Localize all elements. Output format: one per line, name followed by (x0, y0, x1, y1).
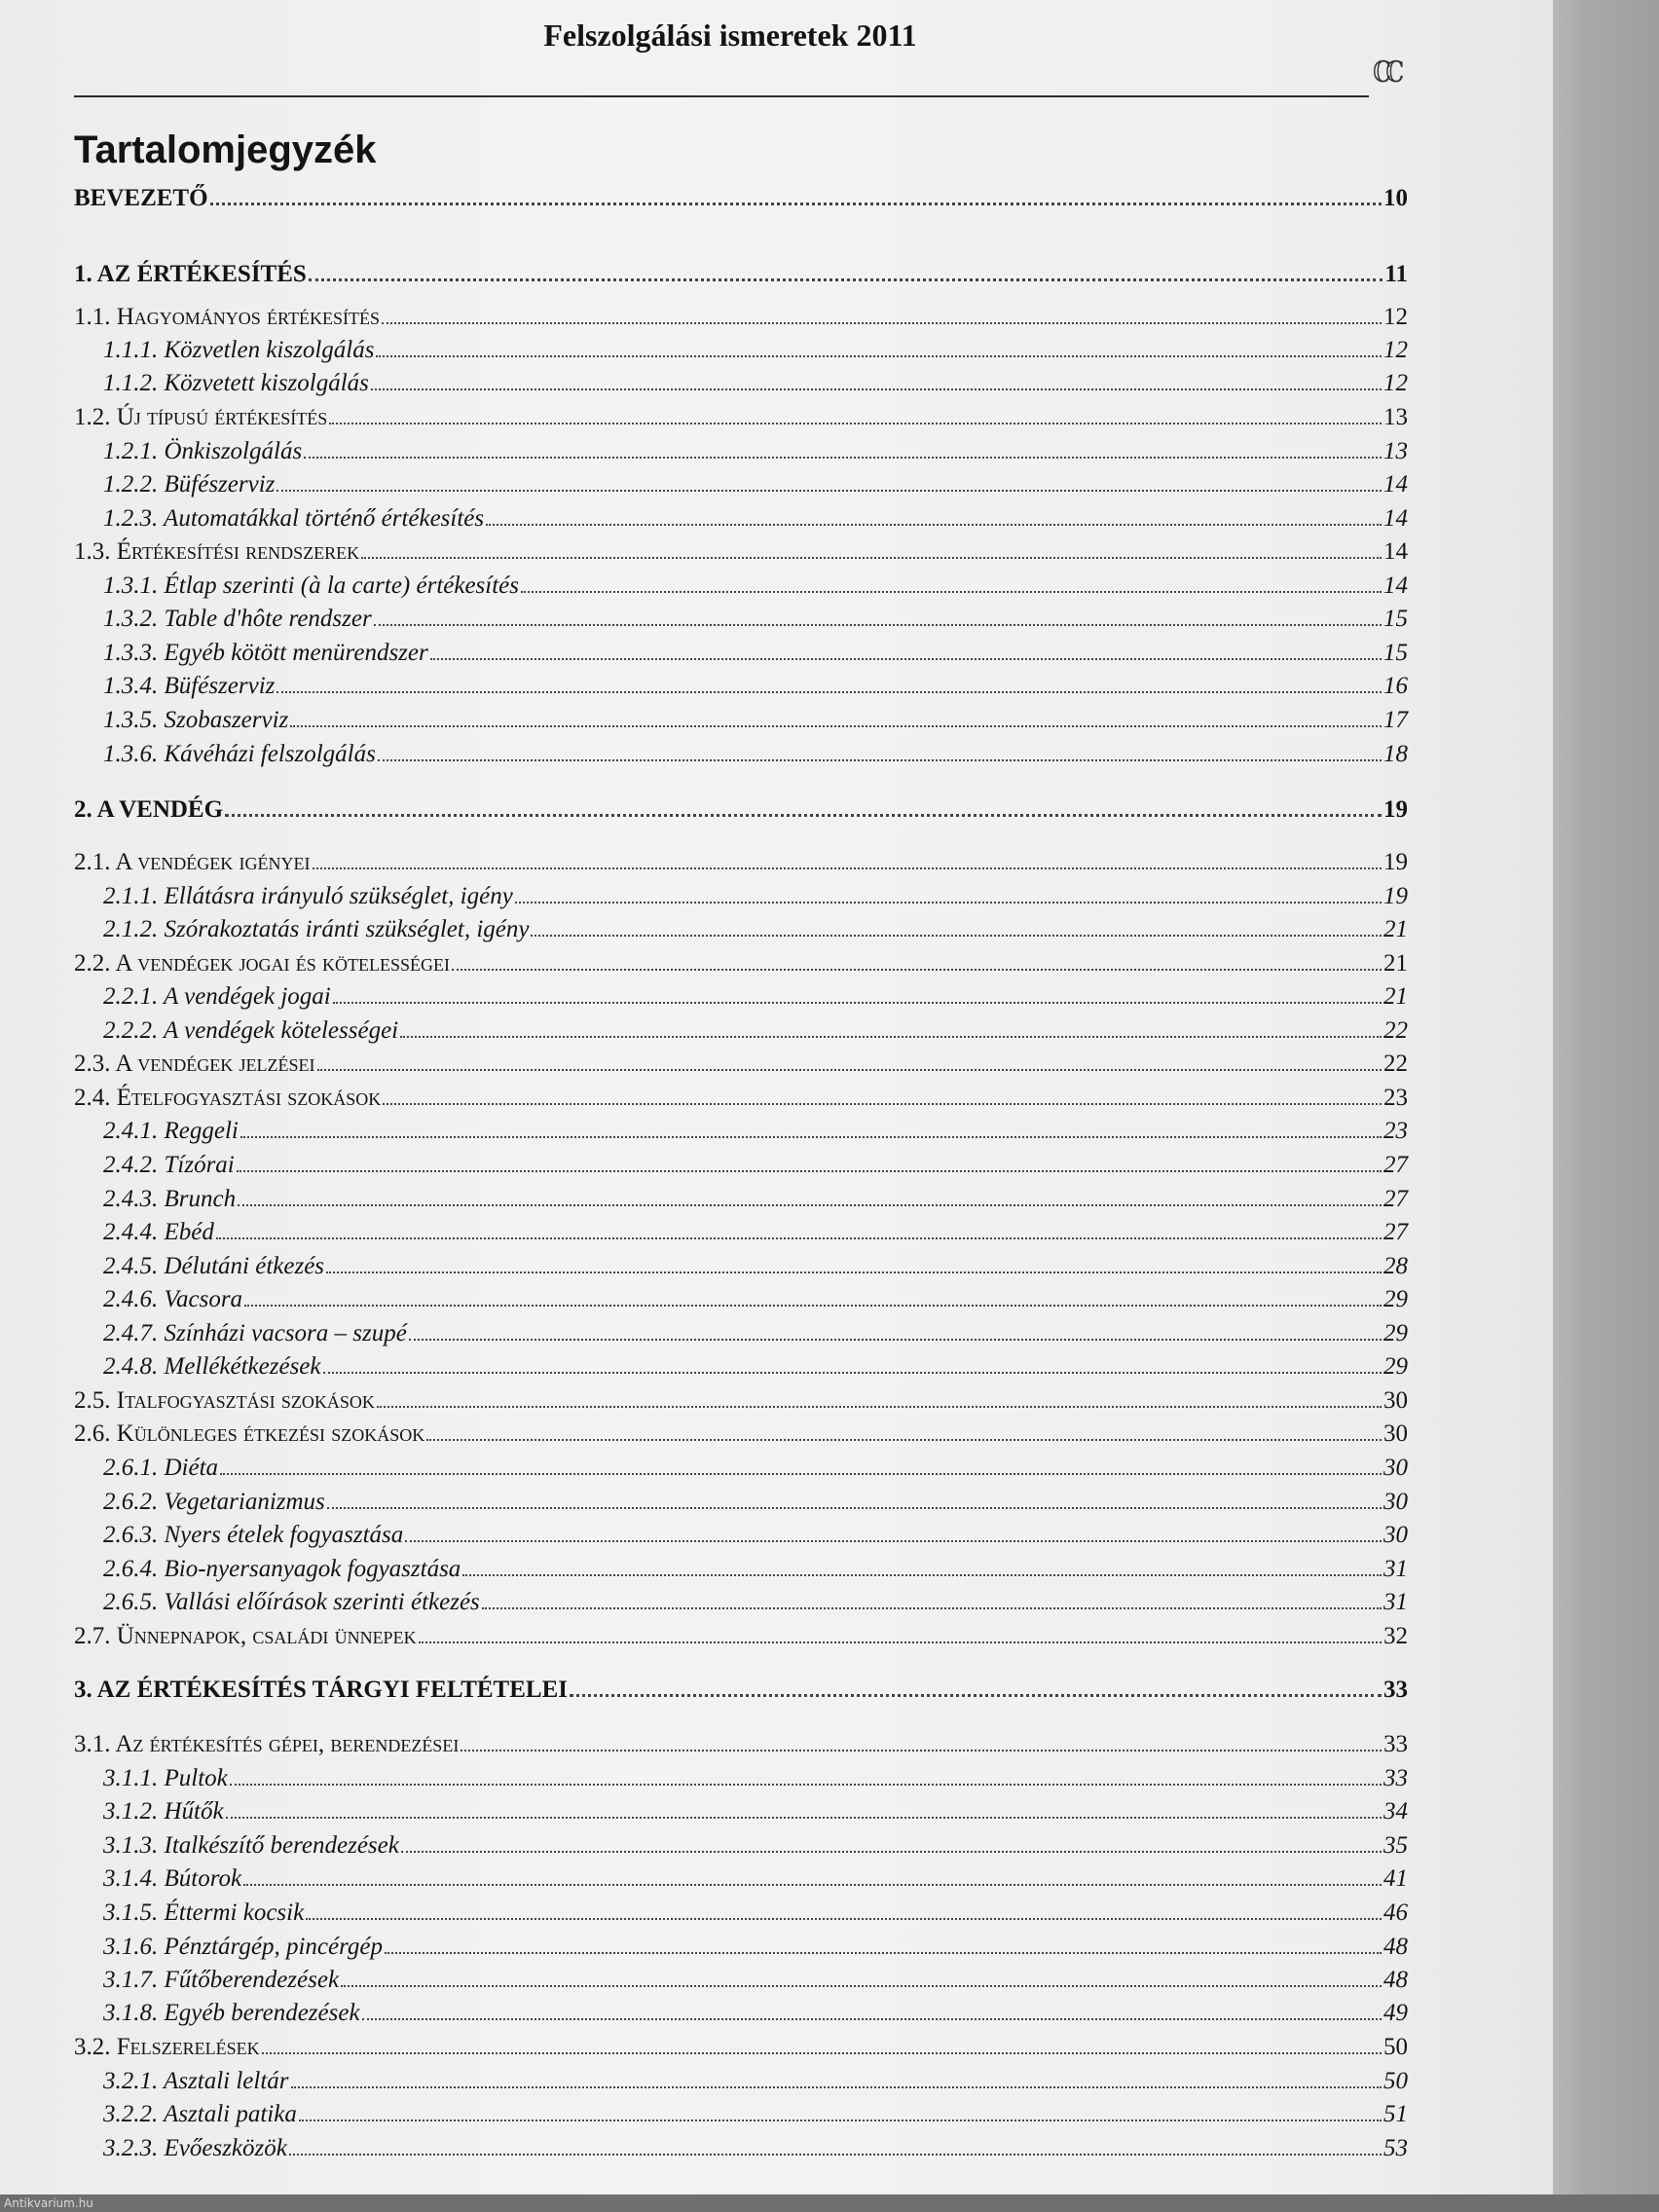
toc-entry-title: 2.4.6. Vacsora (103, 1286, 243, 1312)
toc-page-number: 10 (1383, 185, 1408, 211)
toc-page-number: 11 (1384, 261, 1408, 287)
dot-leader (243, 1884, 1382, 1886)
dot-leader (230, 1784, 1382, 1786)
toc-entry-title: 2. A VENDÉG (74, 796, 224, 823)
toc-entry-title: 3.1.2. Hűtők (103, 1798, 224, 1825)
toc-page-number: 29 (1383, 1286, 1408, 1312)
toc-section (74, 538, 1408, 566)
dot-leader (333, 1002, 1382, 1004)
toc-subsection (103, 337, 1408, 364)
dot-leader (220, 1473, 1382, 1475)
dot-leader (240, 1136, 1382, 1138)
toc-page-number: 30 (1383, 1489, 1408, 1515)
toc-page-number: 46 (1383, 1899, 1408, 1926)
toc-page-number: 12 (1383, 337, 1408, 363)
dot-leader (317, 1069, 1382, 1071)
toc-entry-title: 2.1.1. Ellátásra irányuló szükséglet, igény (103, 883, 513, 909)
toc-subsection (103, 1899, 1408, 1927)
bottom-strip (0, 2194, 1659, 2212)
toc-page-number: 35 (1383, 1832, 1408, 1859)
toc-page-number: 34 (1383, 1798, 1408, 1825)
toc-entry-title: 3.1.7. Fűtőberendezések (103, 1967, 340, 1993)
toc-entry-title: 2.2. A vendégek jogai és kötelességei (74, 950, 451, 977)
toc-entry-title: 1.3. Értékesítési rendszerek (74, 538, 360, 565)
toc-entry-title: 2.6.4. Bio-nyersanyagok fogyasztása (103, 1556, 461, 1582)
dot-leader (378, 759, 1382, 761)
dot-leader (521, 591, 1382, 593)
toc-page-number: 21 (1383, 916, 1408, 942)
dot-leader (382, 322, 1382, 324)
dot-leader (362, 2018, 1382, 2020)
toc-page-number: 13 (1383, 438, 1408, 464)
dot-leader (426, 1439, 1382, 1441)
toc-subsection (103, 1118, 1408, 1145)
dot-leader (405, 1540, 1382, 1542)
toc-heading: Tartalomjegyzék (74, 129, 377, 171)
toc-subsection (103, 2101, 1408, 2128)
toc-entry-title: 2.3. A vendégek jelzései (74, 1051, 315, 1077)
toc-entry-title: 1.2. Új típusú értékesítés (74, 404, 328, 430)
toc-subsection (103, 1455, 1408, 1482)
toc-entry-title: 3.1.4. Bútorok (103, 1865, 242, 1892)
running-header-title: Felszolgálási ismeretek 2011 (543, 18, 917, 53)
toc-entry-title: 3.2.3. Evőeszközök (103, 2135, 287, 2161)
dot-leader (377, 1406, 1382, 1408)
dot-leader (238, 1204, 1382, 1206)
toc-subsection (103, 438, 1408, 465)
dot-leader (452, 969, 1382, 971)
toc-chapter (74, 261, 1408, 288)
toc-entry-title: 2.4.7. Színházi vacsora – szupé (103, 1320, 407, 1346)
toc-page-number: 29 (1383, 1353, 1408, 1380)
dot-leader (225, 814, 1382, 817)
dot-leader (323, 1372, 1382, 1374)
dot-leader (291, 2086, 1382, 2088)
toc-entry-title: 2.6.5. Vallási előírások szerinti étkezés (103, 1589, 480, 1615)
toc-page-number: 30 (1383, 1522, 1408, 1548)
toc-entry-title: 3.1. Az értékesítés gépei, berendezései (74, 1731, 460, 1757)
dot-leader (371, 388, 1382, 390)
toc-subsection (103, 1489, 1408, 1516)
dot-leader (419, 1641, 1382, 1643)
dot-leader (290, 725, 1382, 727)
toc-subsection (103, 1353, 1408, 1381)
toc-entry-title: 3. AZ ÉRTÉKESÍTÉS TÁRGYI FELTÉTELEI (74, 1677, 568, 1703)
toc-subsection (103, 1017, 1408, 1045)
toc-entry-title: 1.3.5. Szobaszerviz (103, 707, 289, 733)
toc-entry-title: 1.2.2. Büfészerviz (103, 471, 276, 498)
toc-subsection (103, 883, 1408, 910)
toc-section (74, 2034, 1408, 2061)
toc-subsection (103, 1320, 1408, 1347)
toc-entry-title: 2.4.1. Reggeli (103, 1118, 239, 1144)
toc-entry-title: 2.4. Ételfogyasztási szokások (74, 1085, 382, 1111)
publisher-logo-icon: ℂℂ (1373, 55, 1399, 90)
dot-leader (401, 1851, 1382, 1853)
toc-page-number: 14 (1383, 538, 1408, 565)
toc-entry-title: 1.3.3. Egyéb kötött menürendszer (103, 640, 428, 666)
toc-page-number: 33 (1383, 1731, 1408, 1757)
toc-page-number: 48 (1383, 1967, 1408, 1993)
toc-chapter (74, 1677, 1408, 1704)
toc-page-number: 32 (1383, 1623, 1408, 1649)
dot-leader (299, 2120, 1382, 2121)
dot-leader (306, 1918, 1382, 1920)
dot-leader (531, 935, 1382, 937)
toc-entry-title: 1.1.1. Közvetlen kiszolgálás (103, 337, 375, 363)
dot-leader (329, 423, 1382, 424)
toc-page-number: 33 (1383, 1677, 1408, 1703)
toc-entry-title: 2.7. Ünnepnapok, családi ünnepek (74, 1623, 417, 1649)
toc-page-number: 12 (1383, 304, 1408, 330)
toc-page-number: 22 (1383, 1051, 1408, 1077)
toc-entry-title: 1.2.1. Önkiszolgálás (103, 438, 303, 464)
toc-entry-title: 2.6.1. Diéta (103, 1455, 219, 1481)
toc-subsection (103, 1832, 1408, 1860)
dot-leader (226, 1817, 1382, 1819)
toc-entry-title: 2.4.3. Brunch (103, 1186, 237, 1212)
toc-page-number: 21 (1383, 983, 1408, 1010)
toc-page-number: 41 (1383, 1865, 1408, 1892)
toc-entry-title: 3.2.2. Asztali patika (103, 2101, 297, 2127)
toc-page-number: 31 (1383, 1589, 1408, 1615)
dot-leader (385, 1952, 1382, 1954)
toc-page-number: 15 (1383, 606, 1408, 632)
toc-page-number: 14 (1383, 471, 1408, 498)
toc-entry-title: 2.4.4. Ebéd (103, 1219, 214, 1245)
toc-page-number: 17 (1383, 707, 1408, 733)
dot-leader (309, 278, 1383, 281)
watermark: Antikvarium.hu (4, 2196, 93, 2210)
toc-entry-title: 2.6. Különleges étkezési szokások (74, 1420, 425, 1447)
toc-entry-title: 2.2.2. A vendégek kötelességei (103, 1017, 399, 1044)
toc-subsection (103, 606, 1408, 633)
dot-leader (210, 203, 1382, 205)
toc-page-number: 50 (1383, 2034, 1408, 2060)
dot-leader (262, 2052, 1382, 2054)
toc-entry-title: 3.1.3. Italkészítő berendezések (103, 1832, 399, 1859)
toc-subsection (103, 1765, 1408, 1792)
toc-subsection (103, 916, 1408, 943)
toc-section (74, 404, 1408, 431)
toc-subsection (103, 1556, 1408, 1583)
toc-subsection (103, 1522, 1408, 1549)
toc-subsection (103, 2000, 1408, 2027)
dot-leader (326, 1272, 1382, 1273)
toc-page-number: 53 (1383, 2135, 1408, 2161)
toc-page-number: 27 (1383, 1219, 1408, 1245)
toc-subsection (103, 1865, 1408, 1893)
dot-leader (313, 867, 1382, 869)
toc-subsection (103, 1253, 1408, 1280)
toc-section (74, 1623, 1408, 1650)
toc-subsection (103, 572, 1408, 600)
toc-entry-title: 1.3.6. Kávéházi felszolgálás (103, 741, 376, 767)
toc-subsection (103, 673, 1408, 700)
dot-leader (361, 557, 1382, 559)
toc-page-number: 19 (1383, 883, 1408, 909)
toc-entry-title: 1.3.1. Étlap szerinti (à la carte) értékesítés (103, 572, 520, 599)
toc-page-number: 21 (1383, 950, 1408, 977)
toc-page-number: 28 (1383, 1253, 1408, 1279)
dot-leader (374, 624, 1382, 626)
toc-entry-title: 3.1.1. Pultok (103, 1765, 228, 1791)
toc-subsection (103, 1967, 1408, 1994)
toc-page-number: 49 (1383, 2000, 1408, 2026)
toc-page-number: 51 (1383, 2101, 1408, 2127)
toc-page-number: 50 (1383, 2068, 1408, 2094)
toc-entry-title: 1.3.2. Table d'hôte rendszer (103, 606, 372, 632)
toc-page-number: 27 (1383, 1152, 1408, 1178)
dot-leader (327, 1507, 1382, 1509)
dot-leader (461, 1750, 1382, 1751)
toc-entry-title: 2.2.1. A vendégek jogai (103, 983, 331, 1010)
toc-page-number: 29 (1383, 1320, 1408, 1346)
toc-page-number: 18 (1383, 741, 1408, 767)
toc-subsection (103, 707, 1408, 734)
dot-leader (400, 1036, 1382, 1038)
toc-page-number: 33 (1383, 1765, 1408, 1791)
toc-subsection (103, 471, 1408, 498)
toc-entry-title: 1.3.4. Büfészerviz (103, 673, 276, 699)
toc-page-number: 48 (1383, 1934, 1408, 1960)
toc-page-number: 12 (1383, 370, 1408, 396)
toc-section (74, 1051, 1408, 1078)
toc-section (74, 1387, 1408, 1415)
toc-subsection (103, 640, 1408, 667)
toc-subsection (103, 2135, 1408, 2162)
dot-leader (515, 902, 1382, 903)
toc-entry-title: 1.2.3. Automatákkal történő értékesítés (103, 505, 485, 532)
toc-chapter (74, 185, 1408, 212)
toc-entry-title: 1.1.2. Közvetett kiszolgálás (103, 370, 369, 396)
toc-subsection (103, 1934, 1408, 1961)
toc-page-number: 14 (1383, 505, 1408, 532)
toc-entry-title: 2.1. A vendégek igényei (74, 849, 311, 875)
toc-subsection (103, 983, 1408, 1011)
toc-section (74, 849, 1408, 876)
dot-leader (383, 1103, 1382, 1105)
toc-page-number: 30 (1383, 1455, 1408, 1481)
dot-leader (482, 1607, 1382, 1609)
toc-section (74, 1085, 1408, 1112)
toc-subsection (103, 370, 1408, 397)
toc-subsection (103, 1589, 1408, 1616)
toc-entry-title: 3.2. Felszerelések (74, 2034, 260, 2060)
toc-page-number: 15 (1383, 640, 1408, 666)
toc-page-number: 22 (1383, 1017, 1408, 1044)
toc-entry-title: 1.1. Hagyományos értékesítés (74, 304, 380, 330)
toc-entry-title: BEVEZETŐ (74, 185, 208, 211)
toc-page-number: 23 (1383, 1085, 1408, 1111)
dot-leader (409, 1339, 1382, 1341)
page-edge-shadow (1553, 0, 1659, 2212)
toc-section (74, 1420, 1408, 1448)
toc-page-number: 16 (1383, 673, 1408, 699)
dot-leader (244, 1305, 1382, 1307)
toc-page-number: 13 (1383, 404, 1408, 430)
toc-entry-title: 2.6.2. Vegetarianizmus (103, 1489, 325, 1515)
toc-section (74, 1731, 1408, 1758)
toc-entry-title: 2.4.2. Tízórai (103, 1152, 235, 1178)
toc-chapter (74, 796, 1408, 824)
toc-subsection (103, 1798, 1408, 1825)
dot-leader (430, 658, 1382, 660)
toc-entry-title: 2.5. Italfogyasztási szokások (74, 1387, 375, 1414)
toc-page-number: 23 (1383, 1118, 1408, 1144)
dot-leader (289, 2154, 1382, 2156)
dot-leader (341, 1985, 1382, 1987)
toc-page-number: 30 (1383, 1387, 1408, 1414)
toc-subsection (103, 741, 1408, 768)
toc-entry-title: 3.2.1. Asztali leltár (103, 2068, 289, 2094)
toc-page-number: 27 (1383, 1186, 1408, 1212)
toc-page-number: 14 (1383, 572, 1408, 599)
toc-entry-title: 3.1.5. Éttermi kocsik (103, 1899, 305, 1926)
toc-entry-title: 1. AZ ÉRTÉKESÍTÉS (74, 261, 307, 287)
dot-leader (462, 1574, 1382, 1576)
toc-subsection (103, 1152, 1408, 1179)
toc-section (74, 950, 1408, 977)
toc-entry-title: 3.1.8. Egyéb berendezések (103, 2000, 360, 2026)
toc-subsection (103, 2068, 1408, 2095)
toc-entry-title: 2.6.3. Nyers ételek fogyasztása (103, 1522, 404, 1548)
dot-leader (276, 490, 1382, 492)
toc-entry-title: 2.4.5. Délutáni étkezés (103, 1253, 325, 1279)
dot-leader (276, 691, 1382, 693)
toc-page-number: 30 (1383, 1420, 1408, 1447)
toc-entry-title: 3.1.6. Pénztárgép, pincérgép (103, 1934, 383, 1960)
toc-subsection (103, 1286, 1408, 1313)
dot-leader (304, 457, 1382, 459)
dot-leader (216, 1237, 1382, 1239)
toc-page-number: 19 (1383, 849, 1408, 875)
toc-subsection (103, 1186, 1408, 1213)
dot-leader (376, 355, 1382, 357)
toc-subsection (103, 505, 1408, 533)
toc-entry-title: 2.4.8. Mellékétkezések (103, 1353, 321, 1380)
toc-entry-title: 2.1.2. Szórakoztatás iránti szükséglet, igény (103, 916, 530, 942)
toc-subsection (103, 1219, 1408, 1246)
dot-leader (486, 524, 1382, 526)
dot-leader (237, 1170, 1382, 1172)
toc-section (74, 304, 1408, 331)
dot-leader (570, 1694, 1382, 1697)
toc-page-number: 19 (1383, 796, 1408, 823)
toc-page-number: 31 (1383, 1556, 1408, 1582)
